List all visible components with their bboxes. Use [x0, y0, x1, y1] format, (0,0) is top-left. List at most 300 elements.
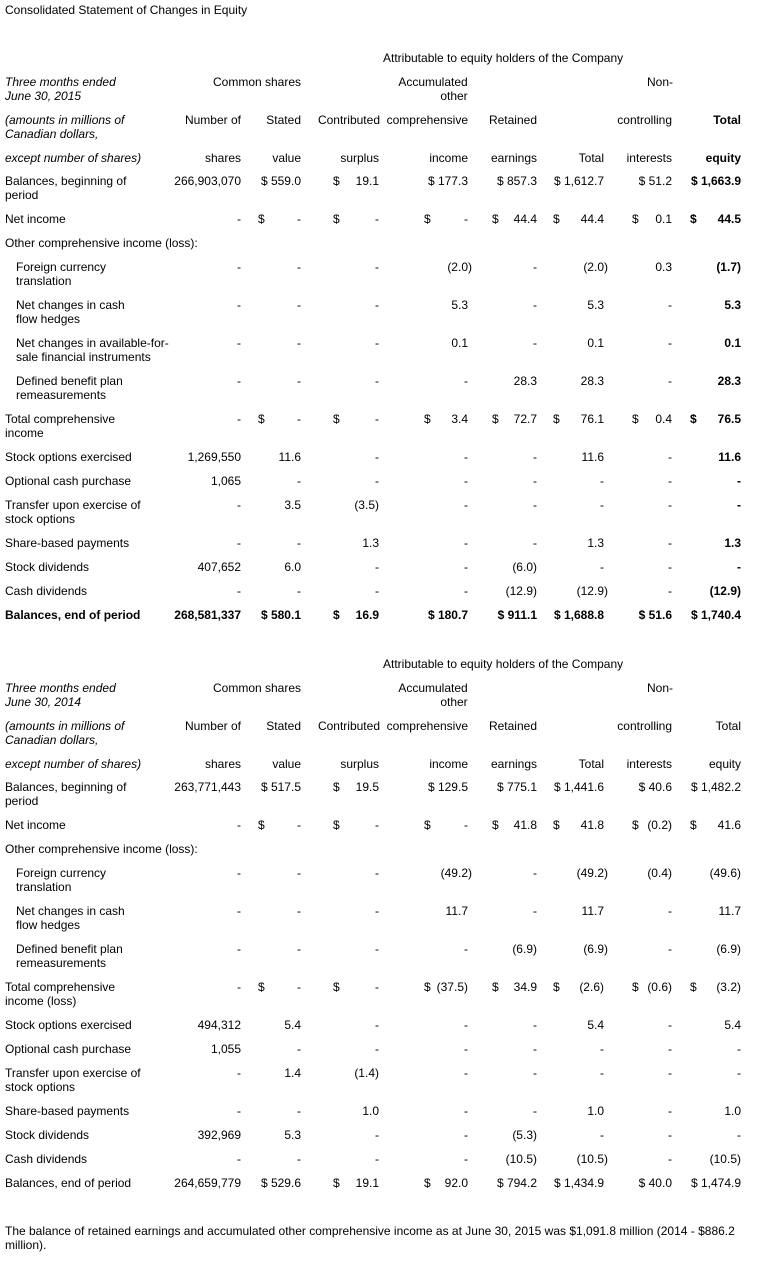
table-cell: $ 529.6 — [260, 1176, 301, 1190]
table-cell: 392,969 — [197, 1128, 241, 1142]
table-cell: $ 559.0 — [260, 174, 301, 188]
table-cell: (0.4) — [647, 866, 672, 880]
table-cell: 407,652 — [197, 560, 241, 574]
column-header: Total — [578, 151, 604, 165]
table-cell: - — [297, 980, 301, 994]
column-header: value — [272, 757, 301, 771]
column-header: controlling — [617, 719, 672, 733]
row-label: Cash dividends — [5, 1152, 88, 1166]
table-cell: (2.0) — [583, 260, 608, 274]
column-header: Total — [578, 757, 604, 771]
column-header: equity — [708, 757, 741, 771]
table-cell: - — [237, 374, 241, 388]
table-cell: - — [297, 412, 301, 426]
table-cell: 1,065 — [210, 474, 241, 488]
table-cell: - — [237, 412, 241, 426]
table-cell: (49.2) — [440, 866, 472, 880]
table-cell: - — [533, 1104, 537, 1118]
table-cell: - — [297, 904, 301, 918]
table-cell: $ — [424, 212, 431, 226]
row-label: Share-based payments — [5, 1104, 130, 1118]
table-cell: - — [533, 450, 537, 464]
table-cell: 44.4 — [513, 212, 537, 226]
table-cell: (6.9) — [716, 942, 741, 956]
table-cell: 72.7 — [513, 412, 537, 426]
table-cell: $ — [333, 174, 340, 188]
table-cell: (10.5) — [505, 1152, 537, 1166]
table-cell: - — [375, 904, 379, 918]
table-cell: - — [533, 536, 537, 550]
row-label: remeasurements — [16, 388, 107, 402]
row-label: Defined benefit plan — [16, 942, 123, 956]
table-cell: - — [668, 1104, 672, 1118]
column-header: Number of — [184, 719, 241, 733]
table-cell: $ 1,482.2 — [690, 780, 741, 794]
table-cell: (2.0) — [447, 260, 472, 274]
column-header: equity — [705, 151, 741, 165]
table-cell: $ — [333, 212, 340, 226]
table-cell: - — [533, 336, 537, 350]
table-cell: - — [464, 1104, 468, 1118]
table-cell: $ — [492, 980, 499, 994]
table-cell: (1.7) — [716, 260, 741, 274]
superhead-label: Attributable to equity holders of the Company — [383, 657, 624, 671]
row-label: income — [5, 426, 44, 440]
column-header: Stated — [266, 113, 301, 127]
table-cell: - — [464, 536, 468, 550]
table-cell: 0.1 — [451, 336, 468, 350]
table-cell: $ 517.5 — [260, 780, 301, 794]
table-cell: 1.0 — [724, 1104, 741, 1118]
table-cell: - — [668, 498, 672, 512]
table-cell: $ — [333, 818, 340, 832]
table-cell: - — [375, 1128, 379, 1142]
table-cell: - — [297, 584, 301, 598]
table-cell: - — [533, 498, 537, 512]
table-cell: $ 911.1 — [497, 608, 537, 622]
column-header: Non- — [646, 681, 673, 695]
table-cell: 268,581,337 — [174, 608, 241, 622]
table-cell: $ — [632, 818, 639, 832]
amounts-note: (amounts in millions of — [5, 719, 125, 733]
table-cell: - — [375, 1042, 379, 1056]
table-cell: 266,903,070 — [174, 174, 241, 188]
column-header: income — [429, 757, 468, 771]
table-cell: (12.9) — [709, 584, 741, 598]
column-header: other — [440, 89, 468, 103]
table-cell: - — [237, 818, 241, 832]
table-cell: (3.5) — [354, 498, 379, 512]
row-label: period — [5, 794, 39, 808]
table-cell: - — [668, 374, 672, 388]
column-header: other — [440, 695, 468, 709]
table-cell: - — [737, 498, 741, 512]
table-cell: 0.4 — [655, 412, 672, 426]
table-cell: - — [375, 212, 379, 226]
table-cell: - — [237, 584, 241, 598]
table-cell: - — [375, 584, 379, 598]
row-label: Balances, beginning of — [5, 780, 127, 794]
table-cell: $ — [492, 818, 499, 832]
table-cell: - — [297, 298, 301, 312]
table-cell: $ — [492, 412, 499, 426]
table-cell: - — [237, 980, 241, 994]
column-header: interests — [626, 151, 672, 165]
table-cell: - — [297, 336, 301, 350]
row-label: Total comprehensive — [5, 980, 116, 994]
table-cell: (37.5) — [436, 980, 468, 994]
row-label: Total comprehensive — [5, 412, 116, 426]
row-label: Foreign currency — [16, 260, 107, 274]
row-label: Net income — [5, 212, 66, 226]
column-header: Stated — [266, 719, 301, 733]
table-cell: $ 794.2 — [496, 1176, 537, 1190]
table-cell: 92.0 — [444, 1176, 468, 1190]
column-header: comprehensive — [386, 719, 468, 733]
table-cell: (10.5) — [709, 1152, 741, 1166]
row-label: Balances, beginning of — [5, 174, 127, 188]
table-cell: - — [375, 1152, 379, 1166]
table-cell: 3.5 — [284, 498, 301, 512]
except-note: except number of shares) — [5, 151, 142, 165]
table-cell: - — [464, 474, 468, 488]
table-cell: $ — [553, 412, 560, 426]
table-cell: - — [533, 1066, 537, 1080]
table-cell: - — [375, 450, 379, 464]
table-cell: 264,659,779 — [174, 1176, 241, 1190]
table-cell: - — [533, 260, 537, 274]
table-cell: $ 177.3 — [427, 174, 468, 188]
column-header: interests — [626, 757, 672, 771]
table-cell: - — [237, 866, 241, 880]
row-label: Stock dividends — [5, 560, 90, 574]
table-cell: - — [375, 866, 379, 880]
table-cell: $ — [258, 412, 265, 426]
period-label: June 30, 2015 — [5, 89, 82, 103]
statement-title: Consolidated Statement of Changes in Equity — [5, 3, 248, 17]
table-cell: - — [237, 336, 241, 350]
footnote: The balance of retained earnings and accumulated other comprehensive income as at June 30, 2015 was $1,091.8 million (2014 - $886.2 million). — [5, 1224, 735, 1252]
amounts-note: (amounts in millions of — [5, 113, 125, 127]
table-cell: 19.1 — [355, 174, 379, 188]
row-label: Net changes in cash — [16, 904, 125, 918]
table-cell: - — [297, 260, 301, 274]
table-cell: $ 40.6 — [638, 780, 672, 794]
column-header: Accumulated — [398, 75, 468, 89]
table-cell: $ — [690, 412, 697, 426]
table-cell: (0.6) — [647, 980, 672, 994]
table-cell: $ — [492, 212, 499, 226]
column-header: comprehensive — [386, 113, 468, 127]
row-label: Balances, end of period — [5, 1176, 132, 1190]
table-cell: $ — [333, 980, 340, 994]
table-cell: - — [668, 584, 672, 598]
table-cell: 6.0 — [284, 560, 301, 574]
table-cell: 0.1 — [587, 336, 604, 350]
table-cell: - — [668, 1152, 672, 1166]
table-cell: $ 180.7 — [427, 608, 468, 622]
table-cell: - — [237, 536, 241, 550]
column-header: Contributed — [317, 719, 380, 733]
row-label: Net changes in available-for- — [16, 336, 169, 350]
table-cell: 1.4 — [284, 1066, 301, 1080]
table-cell: - — [668, 560, 672, 574]
column-header: Accumulated — [398, 681, 468, 695]
table-cell: 11.6 — [718, 450, 741, 464]
table-cell: 44.4 — [580, 212, 604, 226]
column-header: earnings — [490, 757, 537, 771]
except-note: except number of shares) — [5, 757, 142, 771]
table-cell: (1.4) — [354, 1066, 379, 1080]
table-cell: - — [600, 560, 604, 574]
row-label: Foreign currency — [16, 866, 107, 880]
table-cell: 16.9 — [355, 608, 379, 622]
table-cell: $ 40.0 — [638, 1176, 672, 1190]
table-cell: - — [533, 866, 537, 880]
table-cell: - — [464, 374, 468, 388]
table-cell: 5.3 — [284, 1128, 301, 1142]
row-label: Cash dividends — [5, 584, 88, 598]
row-label: Net changes in cash — [16, 298, 125, 312]
table-cell: 5.3 — [451, 298, 468, 312]
column-header: Retained — [488, 113, 537, 127]
column-header: Total — [715, 719, 741, 733]
table-cell: 1.3 — [724, 536, 741, 550]
table-cell: 41.8 — [580, 818, 604, 832]
table-cell: $ — [632, 412, 639, 426]
row-label: period — [5, 188, 39, 202]
table-cell: - — [464, 1128, 468, 1142]
row-label: sale financial instruments — [16, 350, 151, 364]
table-cell: - — [668, 942, 672, 956]
table-cell: - — [237, 298, 241, 312]
table-cell: 0.1 — [655, 212, 672, 226]
table-cell: - — [237, 1104, 241, 1118]
table-cell: $ 1,474.9 — [690, 1176, 741, 1190]
table-cell: 76.5 — [717, 412, 741, 426]
column-header: Non- — [646, 75, 673, 89]
table-cell: $ — [258, 212, 265, 226]
column-header: Contributed — [317, 113, 380, 127]
table-cell: 0.1 — [724, 336, 741, 350]
table-cell: - — [668, 474, 672, 488]
table-cell: - — [668, 1066, 672, 1080]
table-cell: - — [237, 1066, 241, 1080]
table-cell: - — [297, 818, 301, 832]
table-cell: - — [668, 1042, 672, 1056]
column-header: income — [429, 151, 468, 165]
table-cell: (10.5) — [576, 1152, 608, 1166]
table-cell: $ — [553, 212, 560, 226]
table-cell: - — [464, 560, 468, 574]
table-cell: (5.3) — [512, 1128, 537, 1142]
table-cell: $ 1,434.9 — [553, 1176, 604, 1190]
table-cell: $ — [333, 412, 340, 426]
column-header: shares — [204, 151, 241, 165]
table-cell: $ — [333, 1176, 340, 1190]
table-cell: $ 1,663.9 — [690, 174, 741, 188]
table-cell: - — [737, 1128, 741, 1142]
table-cell: - — [375, 260, 379, 274]
table-cell: 11.6 — [278, 450, 301, 464]
table-cell: - — [464, 1018, 468, 1032]
table-cell: - — [464, 1042, 468, 1056]
table-cell: 11.6 — [581, 450, 604, 464]
row-label: income (loss) — [5, 994, 77, 1008]
table-cell: 3.4 — [451, 412, 468, 426]
table-cell: - — [600, 474, 604, 488]
column-header: Common shares — [212, 681, 302, 695]
table-cell: 28.3 — [513, 374, 537, 388]
table-cell: - — [600, 1128, 604, 1142]
table-cell: - — [668, 1018, 672, 1032]
table-cell: - — [668, 450, 672, 464]
table-cell: - — [237, 498, 241, 512]
table-cell: - — [668, 336, 672, 350]
table-cell: - — [533, 474, 537, 488]
table-cell: - — [533, 904, 537, 918]
table-cell: - — [668, 904, 672, 918]
table-cell: (49.2) — [576, 866, 608, 880]
table-cell: 34.9 — [513, 980, 537, 994]
table-cell: 11.7 — [445, 904, 468, 918]
table-cell: - — [237, 260, 241, 274]
table-cell: $ 51.2 — [638, 174, 672, 188]
table-cell: 19.1 — [355, 1176, 379, 1190]
row-label: flow hedges — [16, 312, 81, 326]
table-cell: - — [668, 298, 672, 312]
table-cell: (6.9) — [583, 942, 608, 956]
table-cell: - — [464, 584, 468, 598]
table-cell: - — [375, 818, 379, 832]
table-cell: 41.8 — [513, 818, 537, 832]
table-cell: - — [533, 298, 537, 312]
amounts-note: Canadian dollars, — [5, 127, 99, 141]
row-label: translation — [16, 880, 72, 894]
table-cell: - — [464, 212, 468, 226]
table-cell: (12.9) — [576, 584, 608, 598]
table-cell: - — [464, 498, 468, 512]
table-cell: 19.5 — [355, 780, 379, 794]
table-cell: - — [464, 942, 468, 956]
table-cell: 1.3 — [587, 536, 604, 550]
table-cell: $ — [258, 980, 265, 994]
table-cell: - — [375, 560, 379, 574]
table-cell: - — [237, 942, 241, 956]
table-cell: $ — [424, 1176, 431, 1190]
column-header: controlling — [617, 113, 672, 127]
table-cell: - — [533, 1042, 537, 1056]
table-cell: 5.4 — [284, 1018, 301, 1032]
table-cell: $ 129.5 — [427, 780, 468, 794]
table-cell: 5.3 — [724, 298, 741, 312]
table-cell: - — [297, 1042, 301, 1056]
table-cell: - — [464, 1066, 468, 1080]
row-label: Stock dividends — [5, 1128, 90, 1142]
table-cell: $ — [424, 980, 431, 994]
table-cell: - — [464, 818, 468, 832]
column-header: Number of — [184, 113, 241, 127]
row-label: Defined benefit plan — [16, 374, 123, 388]
row-label: Transfer upon exercise of — [5, 498, 141, 512]
row-label: translation — [16, 274, 72, 288]
table-cell: 28.3 — [580, 374, 604, 388]
table-cell: 44.5 — [717, 212, 741, 226]
table-cell: 494,312 — [197, 1018, 241, 1032]
column-header: Total — [713, 113, 741, 127]
table-cell: 5.4 — [724, 1018, 741, 1032]
table-cell: - — [668, 1128, 672, 1142]
table-cell: - — [375, 336, 379, 350]
table-cell: - — [297, 474, 301, 488]
table-cell: - — [375, 374, 379, 388]
table-cell: - — [464, 450, 468, 464]
column-header: earnings — [490, 151, 537, 165]
column-header: surplus — [340, 151, 379, 165]
row-label: stock options — [5, 512, 76, 526]
table-cell: - — [297, 374, 301, 388]
table-cell: 5.3 — [587, 298, 604, 312]
table-cell: (6.9) — [512, 942, 537, 956]
table-cell: (12.9) — [505, 584, 537, 598]
table-cell: - — [297, 942, 301, 956]
table-cell: $ 580.1 — [260, 608, 301, 622]
table-cell: $ — [258, 818, 265, 832]
table-cell: - — [375, 412, 379, 426]
table-cell: - — [668, 536, 672, 550]
table-cell: $ 1,612.7 — [553, 174, 604, 188]
period-label: Three months ended — [5, 75, 116, 89]
table-cell: $ — [553, 980, 560, 994]
row-label: Stock options exercised — [5, 450, 132, 464]
table-cell: - — [600, 1066, 604, 1080]
table-cell: $ 1,740.4 — [690, 608, 741, 622]
table-cell: $ 857.3 — [496, 174, 537, 188]
table-cell: - — [297, 866, 301, 880]
period-label: June 30, 2014 — [5, 695, 82, 709]
row-label: Optional cash purchase — [5, 1042, 132, 1056]
table-cell: - — [237, 212, 241, 226]
table-cell: $ — [632, 980, 639, 994]
superhead-label: Attributable to equity holders of the Company — [383, 51, 624, 65]
row-label: remeasurements — [16, 956, 107, 970]
table-cell: 41.6 — [717, 818, 741, 832]
table-cell: - — [375, 474, 379, 488]
table-cell: $ — [632, 212, 639, 226]
table-cell: $ 1,688.8 — [553, 608, 604, 622]
row-label: Net income — [5, 818, 66, 832]
table-cell: - — [297, 536, 301, 550]
table-cell: 11.7 — [581, 904, 604, 918]
table-cell: 28.3 — [717, 374, 741, 388]
table-cell: 76.1 — [580, 412, 604, 426]
table-cell: - — [464, 1152, 468, 1166]
table-cell: 263,771,443 — [174, 780, 241, 794]
table-cell: $ — [333, 780, 340, 794]
table-cell: (3.2) — [716, 980, 741, 994]
table-cell: $ 1,441.6 — [553, 780, 604, 794]
table-cell: - — [375, 1018, 379, 1032]
table-cell: 0.3 — [655, 260, 672, 274]
column-header: value — [272, 151, 301, 165]
table-cell: - — [375, 942, 379, 956]
row-label: Stock options exercised — [5, 1018, 132, 1032]
table-cell: $ 51.6 — [638, 608, 672, 622]
amounts-note: Canadian dollars, — [5, 733, 99, 747]
column-header: shares — [204, 757, 241, 771]
column-header: Common shares — [212, 75, 302, 89]
row-label: Share-based payments — [5, 536, 130, 550]
